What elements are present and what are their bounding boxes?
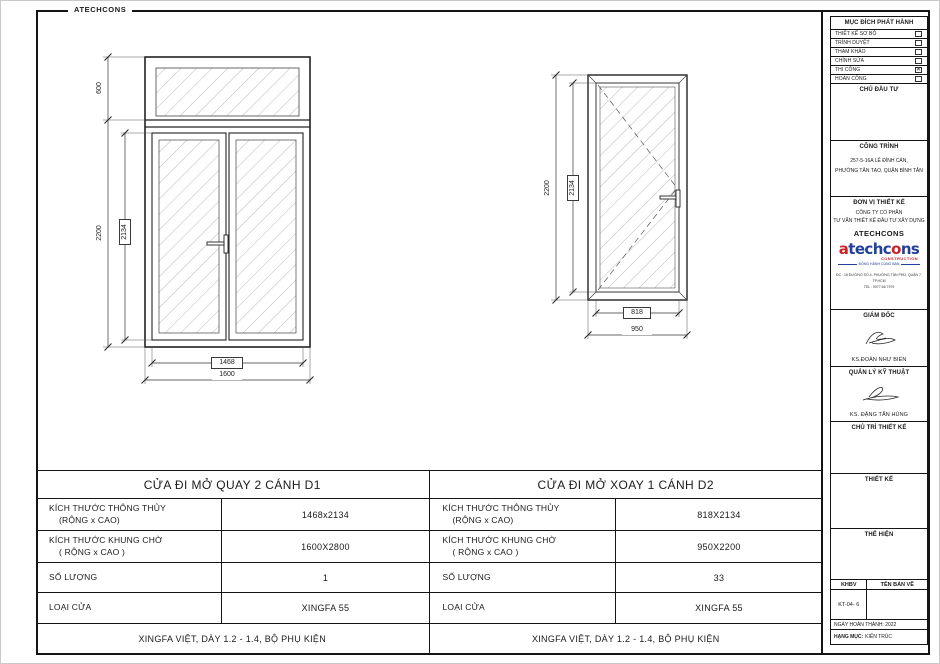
purpose-item	[831, 66, 927, 75]
designer-company: CÔNG TY CỔ PHẦN TƯ VẤN THIẾT KẾ ĐẦU TƯ XÂY DỰNG	[833, 210, 925, 224]
purpose-header: MỤC ĐÍCH PHÁT HÀNH	[831, 17, 927, 30]
row-value: 818X2134	[697, 509, 741, 520]
table-title: CỬA ĐI MỞ QUAY 2 CÁNH D1	[36, 471, 429, 499]
row-label: KÍCH THƯỚC THÔNG THỦY	[442, 503, 560, 514]
designer-address: ĐC : 16 ĐƯỜNG SỐ 4, PHƯỜNG TÂN PHÚ, QUẬN 7, TP.HCM TEL : 0977.66.7979	[836, 273, 922, 289]
row-value: 1	[322, 572, 329, 583]
row-label: LOẠI CỬA	[442, 602, 485, 613]
drawing-name-label: TÊN BẢN VẼ	[880, 581, 914, 588]
khbv-label: KHBV	[831, 580, 867, 589]
tech-manager-section: QUẢN LÝ KỸ THUẬT KS. ĐẶNG TẤN HÙNG	[831, 367, 927, 422]
purpose-item-label: THAM KHẢO	[835, 49, 866, 55]
table-title: CỬA ĐI MỞ XOAY 1 CÁNH D2	[430, 471, 823, 499]
purpose-item-label: THIẾT KẾ SƠ BỘ	[835, 31, 877, 37]
table-row	[430, 499, 823, 531]
row-value: XINGFA 55	[695, 603, 743, 613]
table-row	[36, 499, 429, 531]
row-sublabel: ( RỘNG x CAO )	[452, 546, 519, 557]
door-d1-linework	[95, 45, 345, 390]
spec-tables	[36, 470, 822, 655]
purpose-checklist	[831, 30, 927, 84]
design-section: THIẾT KẾ	[831, 474, 927, 529]
dimension-label: 1468	[211, 357, 243, 369]
drawing-info-section	[831, 580, 927, 643]
checkbox-icon	[915, 40, 922, 46]
tech-manager-name: KS. ĐẶNG TẤN HÙNG	[849, 412, 909, 418]
drawing-number: KT-04- 6	[831, 590, 867, 619]
checkbox-icon	[915, 58, 922, 64]
signature-graphic	[855, 383, 903, 405]
table-row	[36, 531, 429, 563]
row-value: 1600X2800	[301, 541, 350, 552]
table-footer: XINGFA VIỆT, DÀY 1.2 - 1.4, BỘ PHỤ KIỆN	[531, 634, 720, 644]
logo-tagline: ĐỒNG HÀNH CÙNG BẠN	[831, 262, 927, 266]
investor-section: CHỦ ĐẦU TƯ	[831, 84, 927, 141]
row-sublabel: (RỘNG x CAO)	[59, 514, 120, 525]
row-label: SỐ LƯỢNG	[442, 571, 491, 582]
signature-graphic	[858, 327, 900, 349]
category-label: HẠNG MỤC:	[834, 633, 864, 640]
purpose-item	[831, 75, 927, 84]
purpose-item	[831, 30, 927, 39]
title-block	[830, 16, 928, 645]
checkbox-icon	[915, 31, 922, 37]
drawing-name-value	[867, 590, 927, 619]
purpose-item-label: TRÌNH DUYỆT	[835, 40, 870, 46]
dimension-label: 2200	[543, 173, 553, 203]
presentation-section: THỂ HIỆN	[831, 529, 927, 580]
designer-company-name: ATECHCONS	[853, 229, 905, 238]
purpose-item-label: THI CÔNG	[835, 67, 861, 73]
door-elevation-d2	[540, 60, 740, 350]
dimension-label: 2134	[119, 219, 131, 245]
row-label: LOẠI CỬA	[49, 602, 92, 613]
director-name: KS.ĐOÀN NHƯ BIỂN	[851, 357, 907, 363]
dimension-label: 818	[623, 307, 651, 319]
row-value: 950X2200	[697, 541, 741, 552]
row-value: XINGFA 55	[301, 603, 350, 613]
checkbox-icon	[915, 49, 922, 55]
completion-date: NGÀY HOÀN THÀNH: 2022	[834, 621, 897, 628]
dimension-label: 950	[622, 325, 652, 335]
dimension-label: 1600	[212, 370, 242, 380]
table-row	[430, 563, 823, 593]
director-section: GIÁM ĐỐC KS.ĐOÀN NHƯ BIỂN	[831, 310, 927, 367]
purpose-item-label: CHỈNH SỬA	[835, 58, 865, 64]
purpose-item	[831, 48, 927, 57]
designer-section: ĐƠN VỊ THIẾT KẾ CÔNG TY CỔ PHẦN TƯ VẤN THIẾT KẾ ĐẦU TƯ XÂY DỰNG ATECHCONS atechcons CONSTRUCTION ĐỒNG HÀNH CÙNG BẠN ĐC : 16 ĐƯỜNG SỐ 4, PHƯỜNG TÂN PHÚ, QUẬN 7, TP.HCM TEL : 0977.66.7979	[831, 197, 927, 310]
checkbox-checked-icon	[915, 67, 922, 73]
row-value: 33	[713, 572, 725, 583]
table-row	[36, 593, 429, 624]
row-label: SỐ LƯỢNG	[49, 571, 98, 582]
project-section: CÔNG TRÌNH 257-5-16A LÊ ĐÌNH CẨN, PHƯỜNG TÂN TẠO, QUẬN BÌNH TÂN	[831, 141, 927, 197]
row-sublabel: ( RỘNG x CAO )	[59, 546, 126, 557]
logo-construction-text: CONSTRUCTION	[880, 256, 918, 261]
dimension-label: 600	[95, 73, 105, 103]
category-value: KIẾN TRÚC	[865, 633, 893, 640]
table-row	[430, 593, 823, 624]
purpose-item	[831, 39, 927, 48]
spec-table-d1	[36, 471, 429, 655]
lead-designer-section: CHỦ TRÌ THIẾT KẾ	[831, 422, 927, 474]
table-row	[36, 563, 429, 593]
door-elevation-d1	[95, 45, 345, 390]
purpose-item-label: HOÀN CÔNG	[835, 76, 867, 82]
purpose-item	[831, 57, 927, 66]
table-row	[430, 531, 823, 563]
table-footer: XINGFA VIỆT, DÀY 1.2 - 1.4, BỘ PHỤ KIỆN	[138, 634, 327, 644]
dimension-label: 2134	[567, 175, 579, 201]
row-label: KÍCH THƯỚC KHUNG CHỜ	[442, 535, 557, 546]
row-value: 1468x2134	[301, 509, 350, 520]
spec-table-d2	[429, 471, 823, 655]
project-address: 257-5-16A LÊ ĐÌNH CẨN, PHƯỜNG TÂN TẠO, QUẬN BÌNH TÂN	[835, 158, 923, 174]
checkbox-icon	[915, 76, 922, 82]
sheet-header-label: ATECHCONS	[68, 5, 132, 14]
check-mark: ✕	[915, 66, 922, 73]
row-label: KÍCH THƯỚC KHUNG CHỜ	[49, 535, 163, 546]
row-label: KÍCH THƯỚC THÔNG THỦY	[49, 503, 166, 514]
dimension-label: 2200	[95, 218, 105, 248]
row-sublabel: (RỘNG x CAO)	[452, 514, 514, 525]
atechcons-logo: atechcons	[838, 240, 920, 258]
